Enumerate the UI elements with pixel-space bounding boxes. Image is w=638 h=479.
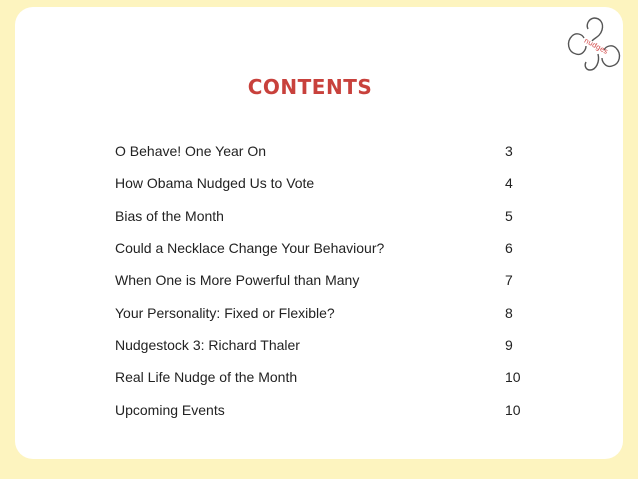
toc-entry-page: 9 [505,336,513,353]
nudge-logo [564,14,624,74]
toc-entry-title: O Behave! One Year On [115,143,266,160]
page-card [15,7,623,459]
toc-entry-page: 7 [505,272,513,289]
toc-entry-page: 3 [505,143,513,160]
toc-entry-page: 5 [505,207,513,224]
toc-entry-page: 10 [505,401,521,418]
toc-entry[interactable] [115,329,525,361]
toc-entry[interactable] [115,361,525,393]
toc-entry[interactable] [115,167,525,199]
toc-entry-title: Nudgestock 3: Richard Thaler [115,336,300,353]
toc-entry-title: How Obama Nudged Us to Vote [115,175,315,192]
table-of-contents [115,135,525,426]
toc-entry-page: 8 [505,304,513,321]
logo-text: nudges [582,36,610,56]
toc-entry[interactable] [115,232,525,264]
toc-entry-page: 6 [505,240,513,257]
toc-entry[interactable] [115,296,525,328]
toc-entry-title: When One is More Powerful than Many [115,272,360,289]
toc-entry-page: 4 [505,175,513,192]
toc-entry-title: Bias of the Month [115,207,224,224]
contents-heading: CONTENTS [247,75,373,99]
toc-entry[interactable] [115,264,525,296]
toc-entry-page: 10 [505,369,521,386]
toc-entry-title: Real Life Nudge of the Month [115,369,298,386]
toc-entry[interactable] [115,200,525,232]
toc-entry-title: Upcoming Events [115,401,225,418]
toc-entry-title: Your Personality: Fixed or Flexible? [115,304,335,321]
toc-entry[interactable] [115,135,525,167]
toc-entry-title: Could a Necklace Change Your Behaviour? [115,240,385,257]
toc-entry[interactable] [115,393,525,425]
